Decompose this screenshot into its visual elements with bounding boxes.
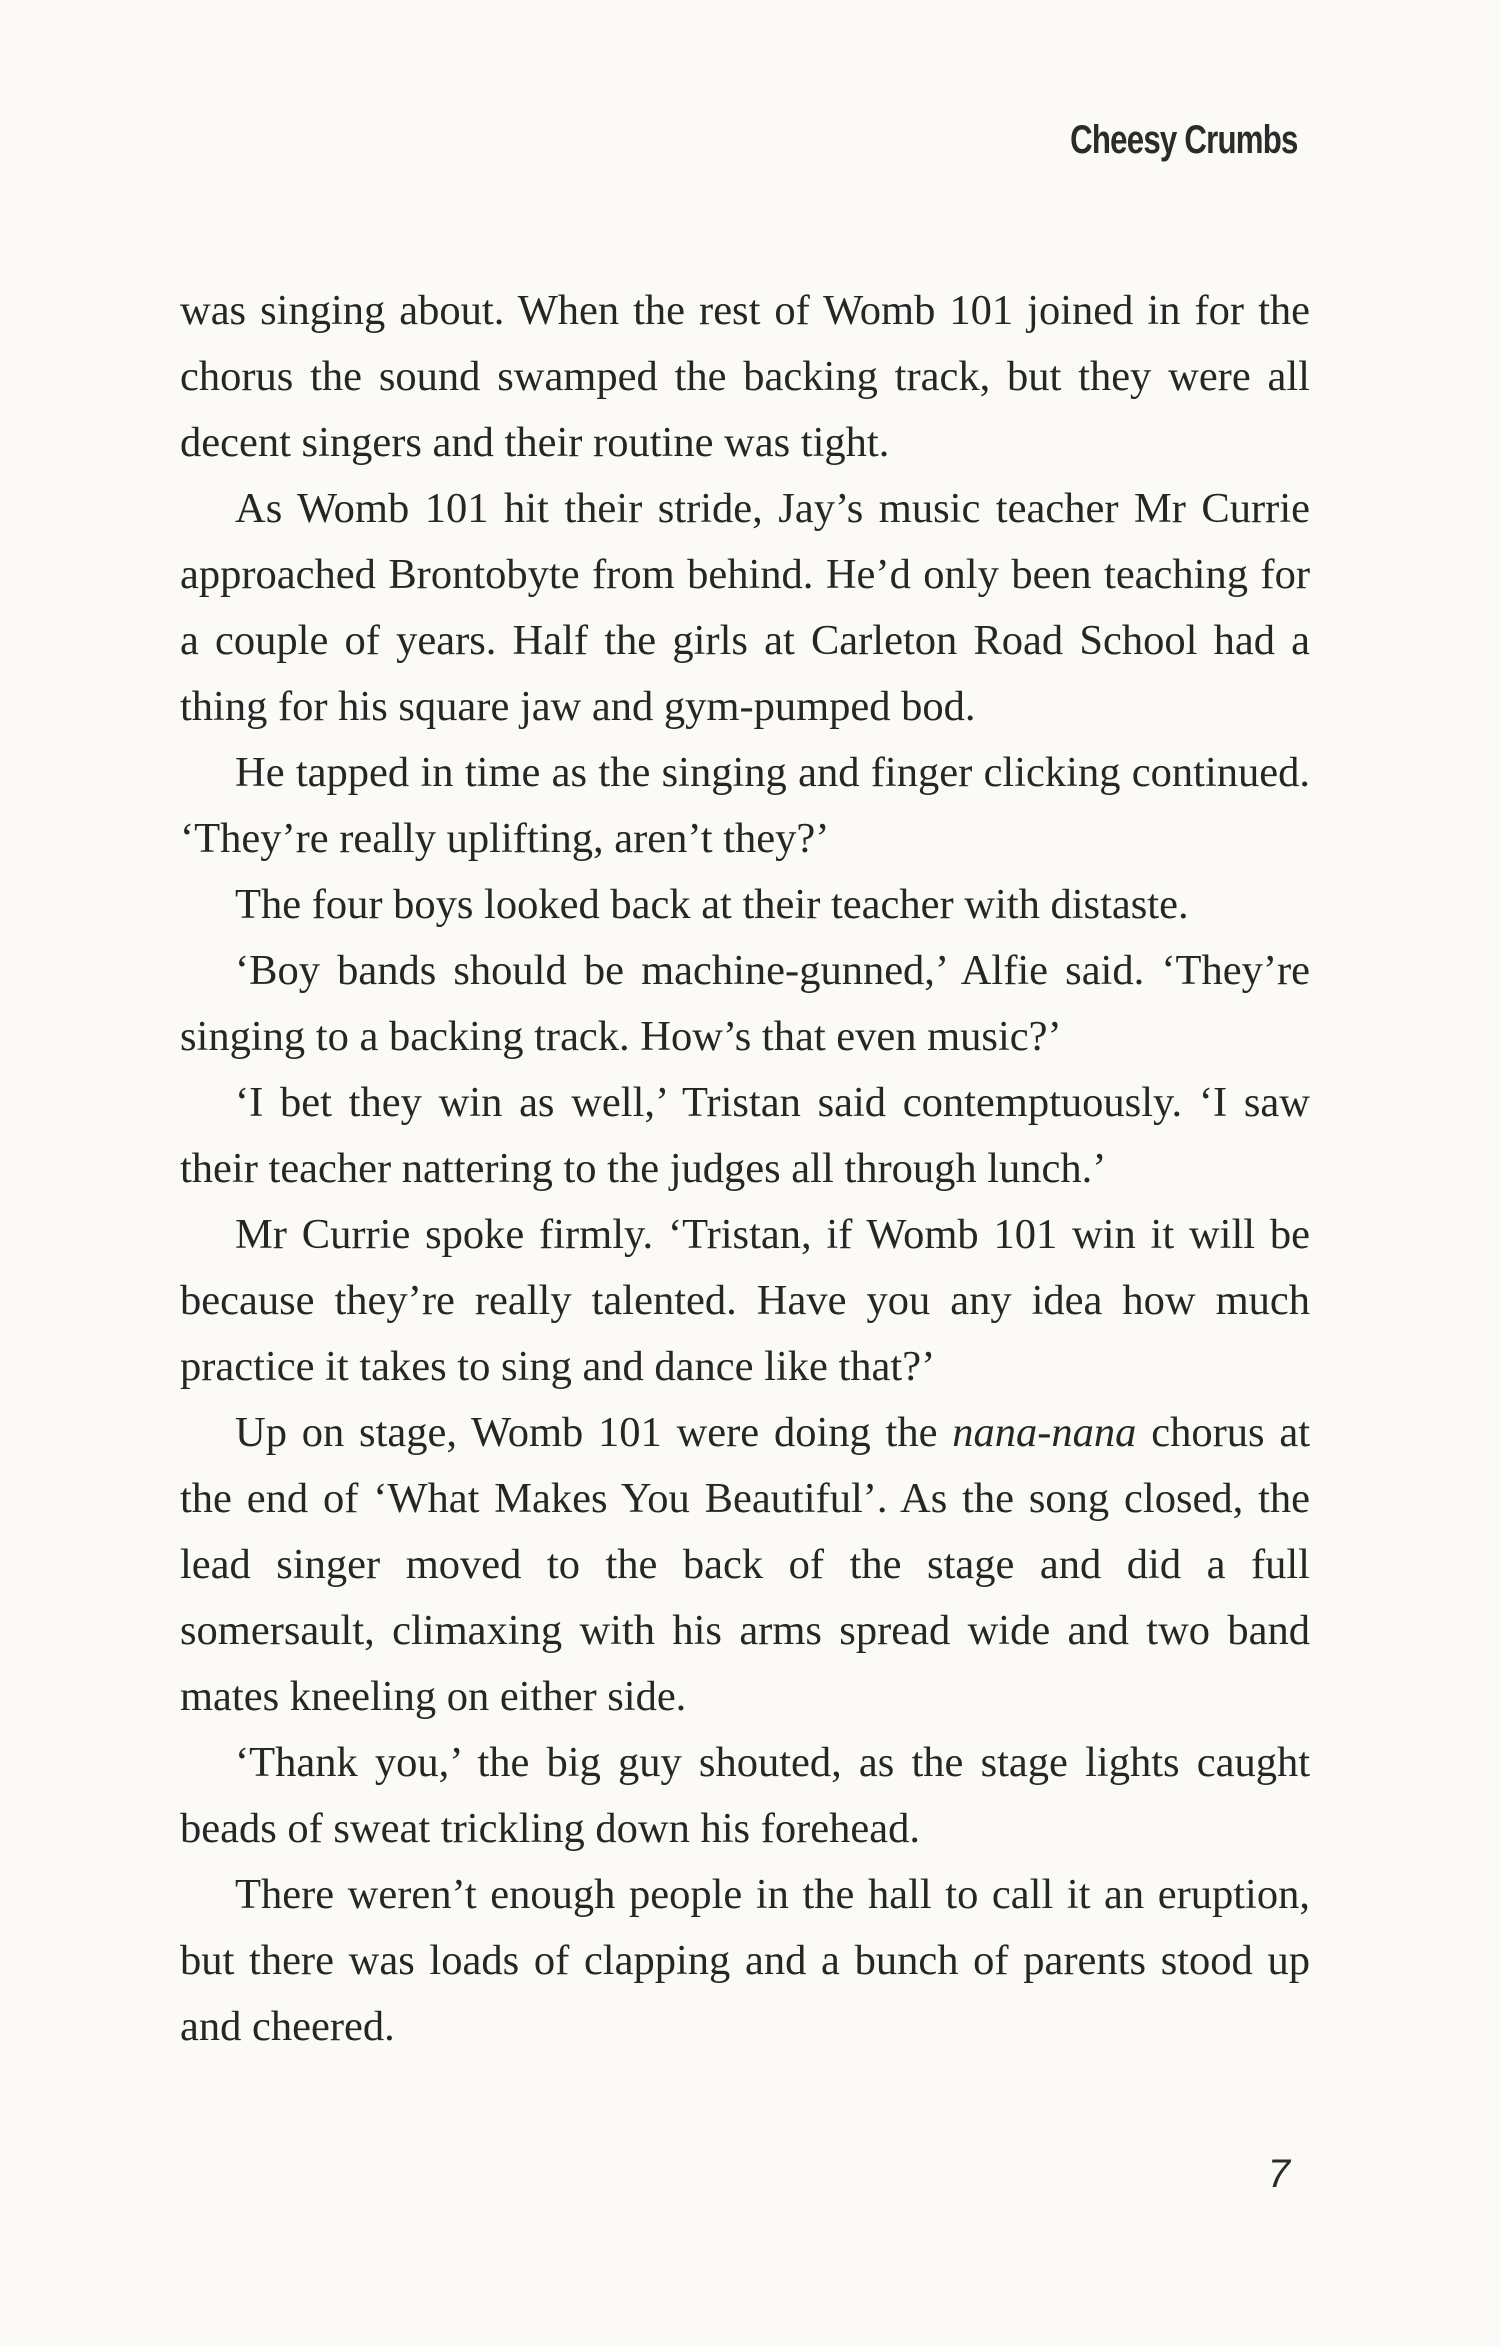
paragraph-2: As Womb 101 hit their stride, Jay’s music teacher Mr Currie approached Brontobyte from behind. He’d only been teaching for a couple of years. Half the girls at Carleton Road School had a thing for his square jaw and gym-pumped bod. (180, 485, 1310, 730)
paragraph-8-after: chorus at the end of ‘What Makes You Beautiful’. As the song closed, the lead singer moved to the back of the stage and did a full somersault, climaxing with his arms spread wide and two band mates kneeling on either side. (180, 1409, 1310, 1720)
page-number: 7 (1267, 2152, 1290, 2196)
paragraph-4: The four boys looked back at their teacher with distaste. (235, 881, 1189, 928)
paragraph-1: was singing about. When the rest of Womb 101 joined in for the chorus the sound swamped the backing track, but they were all decent singers and their routine was tight. (180, 287, 1310, 466)
paragraph-7: Mr Currie spoke firmly. ‘Tristan, if Womb 101 win it will be because they’re really talented. Have you any idea how much practice it takes to sing and dance like that?’ (180, 1211, 1310, 1390)
paragraph-8 (180, 1400, 1310, 1730)
paragraph-9: ‘Thank you,’ the big guy shouted, as the stage lights caught beads of sweat trickling down his forehead. (180, 1739, 1310, 1852)
emphasis-nana-nana: nana-nana (952, 1409, 1137, 1456)
running-head-title: Cheesy Crumbs (1070, 118, 1298, 162)
paragraph-8-before: Up on stage, Womb 101 were doing the (235, 1409, 953, 1456)
body-text (180, 278, 1310, 2060)
paragraph-3: He tapped in time as the singing and finger clicking continued. ‘They’re really uplifting, aren’t they?’ (180, 749, 1310, 862)
paragraph-6: ‘I bet they win as well,’ Tristan said contemptuously. ‘I saw their teacher nattering to the judges all through lunch.’ (180, 1079, 1310, 1192)
paragraph-10: There weren’t enough people in the hall to call it an eruption, but there was loads of clapping and a bunch of parents stood up and cheered. (180, 1871, 1310, 2050)
paragraph-5: ‘Boy bands should be machine-gunned,’ Alfie said. ‘They’re singing to a backing track. How’s that even music?’ (180, 947, 1310, 1060)
